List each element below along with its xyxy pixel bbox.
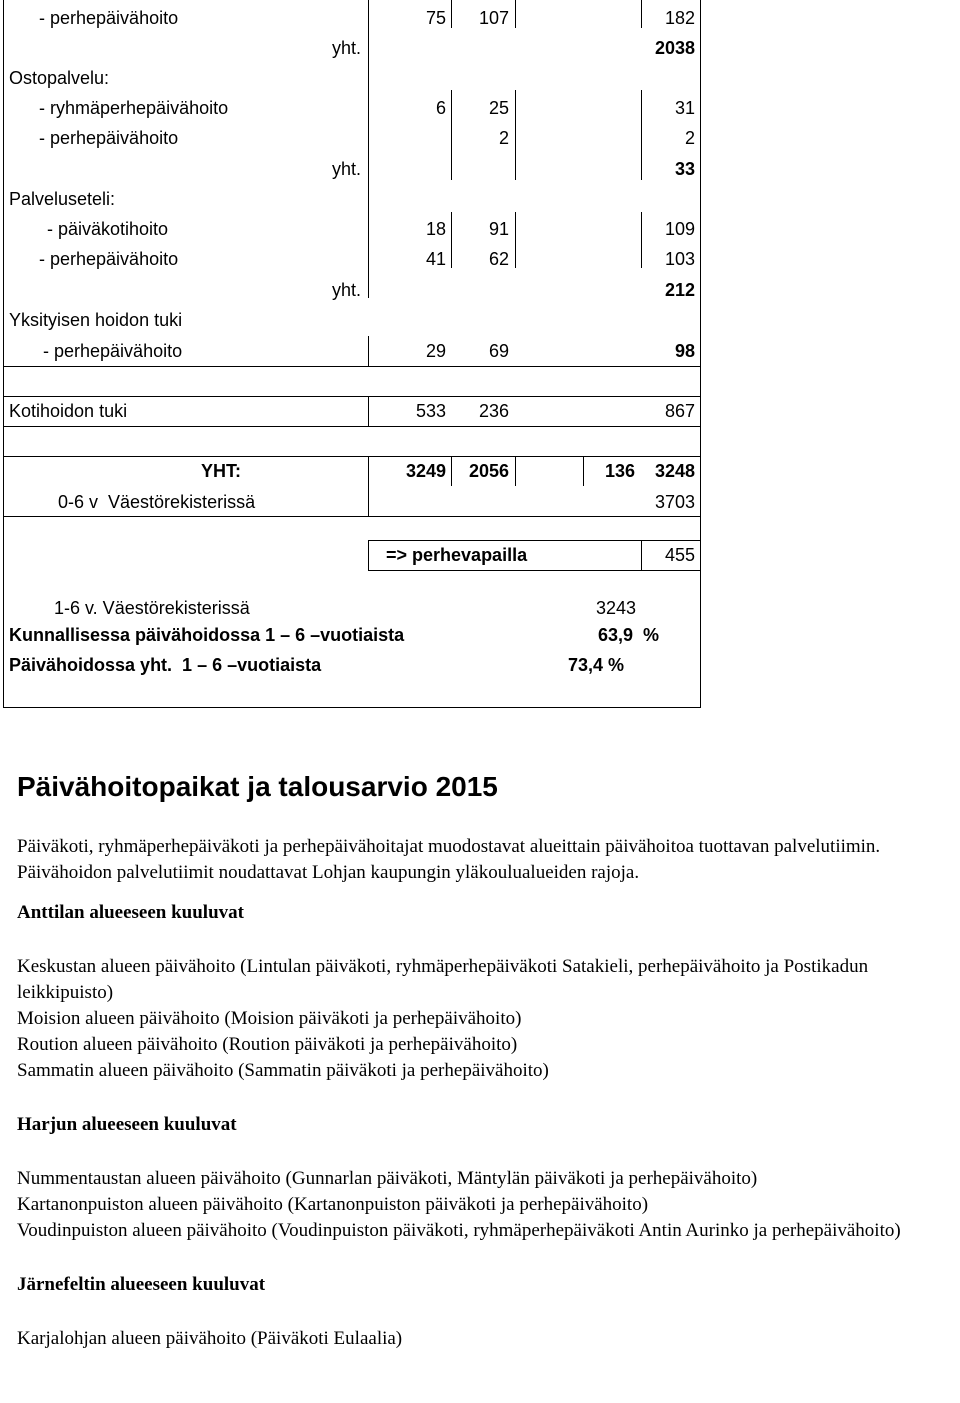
cell-value: 3703 [654,492,695,512]
row-divider [3,366,701,367]
cell-value: 136 [604,461,635,481]
cell-value: 103 [664,249,695,269]
row-label: yht. [331,38,361,58]
cell-value: 41 [425,249,446,269]
column-divider [515,456,516,486]
table-border-bottom [3,707,701,708]
summary-value: 3243 [596,598,637,618]
cell-value: 91 [488,219,509,239]
row-label: - ryhmäperhepäivähoito [39,98,229,118]
section-title: Anttilan alueeseen kuuluvat [17,902,244,923]
summary-label: Päivähoidossa yht. 1 – 6 –vuotiaista [9,655,322,675]
cell-value: 18 [425,219,446,239]
list-item: Moision alueen päivähoito (Moision päiväkoti ja perhepäivähoito) [17,1008,522,1029]
table-border-right [700,0,701,708]
row-divider [3,456,701,457]
cell-value: 6 [435,98,446,118]
row-label: YHT: [201,461,241,481]
column-divider [515,0,516,28]
list-item: Kartanonpuiston alueen päivähoito (Kartanonpuiston päiväkoti ja perhepäivähoito) [17,1194,649,1215]
cell-value: 3249 [405,461,446,481]
cell-value: 2 [684,128,695,148]
row-label: Yksityisen hoidon tuki [9,310,183,330]
list-item: Sammatin alueen päivähoito (Sammatin päiväkoti ja perhepäivähoito) [17,1060,549,1081]
cell-value: 25 [488,98,509,118]
row-label: - perhepäivähoito [39,128,179,148]
page-title: Päivähoitopaikat ja talousarvio 2015 [17,771,498,802]
cell-value: 62 [488,249,509,269]
cell-value: 109 [664,219,695,239]
row-label: 0-6 v Väestörekisterissä [58,492,256,512]
row-label: Palveluseteli: [9,189,116,209]
section-anttila [17,900,952,1084]
section-title: Järnefeltin alueeseen kuuluvat [17,1274,266,1295]
section-title: Harjun alueeseen kuuluvat [17,1114,237,1135]
row-label: - perhepäivähoito [39,8,179,28]
row-divider [3,396,701,397]
statistics-table [3,0,701,708]
section-items [17,1326,952,1352]
row-label: Ostopalvelu: [9,68,110,88]
section-items [17,954,952,1084]
cell-value: 75 [425,8,446,28]
cell-value: 455 [664,545,695,565]
row-label: - perhepäivähoito [43,341,183,361]
summary-value: 63,9 % [598,625,660,645]
summary-label: Kunnallisessa päivähoidossa 1 – 6 –vuotiaista [9,625,405,645]
cell-value: 69 [488,341,509,361]
column-divider [368,540,369,570]
row-label: yht. [331,280,361,300]
summary-label: 1-6 v. Väestörekisterissä [54,598,250,618]
column-divider [515,212,516,268]
cell-value: 98 [674,341,695,361]
cell-value: 107 [478,8,509,28]
row-label: - päiväkotihoito [47,219,169,239]
row-label: yht. [331,159,361,179]
table-border-left [3,0,4,708]
section-harju [17,1112,952,1244]
cell-value: 33 [674,159,695,179]
row-label: - perhepäivähoito [39,249,179,269]
row-label: Kotihoidon tuki [9,401,128,421]
list-item: Voudinpuiston alueen päivähoito (Voudinpuiston päiväkoti, ryhmäperhepäiväkoti Antin Aurinko ja perhepäivähoito) [17,1220,901,1241]
cell-value: 212 [664,280,695,300]
intro-paragraph: Päiväkoti, ryhmäperhepäiväkoti ja perhepäivähoitajat muodostavat alueittain päivähoitoa tuottavan palvelutiimin. Päivähoidon palvelutiimit noudattavat Lohjan kaupungin yläkoulualueiden rajoja. [17,836,881,883]
cell-value: 533 [415,401,446,421]
row-divider [3,426,701,427]
cell-value: 2 [498,128,509,148]
row-divider [368,570,701,571]
list-item: Nummentaustan alueen päivähoito (Gunnarlan päiväkoti, Mäntylän päiväkoti ja perhepäivähoito) [17,1168,758,1189]
column-divider [515,90,516,180]
list-item: Karjalohjan alueen päivähoito (Päiväkoti Eulaalia) [17,1328,403,1349]
cell-value: 182 [664,8,695,28]
cell-value: 2056 [468,461,509,481]
section-jarnefelt [17,1272,952,1352]
summary-value: 73,4 % [568,655,625,675]
list-item: Keskustan alueen päivähoito (Lintulan päiväkoti, ryhmäperhepäiväkoti Satakieli, perhepäivähoito ja Postikadun leikkipuisto) [17,956,869,1003]
cell-value: 236 [478,401,509,421]
cell-value: 29 [425,341,446,361]
cell-value: 2038 [654,38,695,58]
document-body [17,770,952,1380]
cell-value: 867 [664,401,695,421]
row-label: => perhevapailla [386,545,528,565]
row-divider [368,540,701,541]
list-item: Roution alueen päivähoito (Roution päiväkoti ja perhepäivähoito) [17,1034,518,1055]
row-divider [3,516,701,517]
cell-value: 31 [674,98,695,118]
cell-value: 3248 [654,461,695,481]
section-items [17,1166,952,1244]
